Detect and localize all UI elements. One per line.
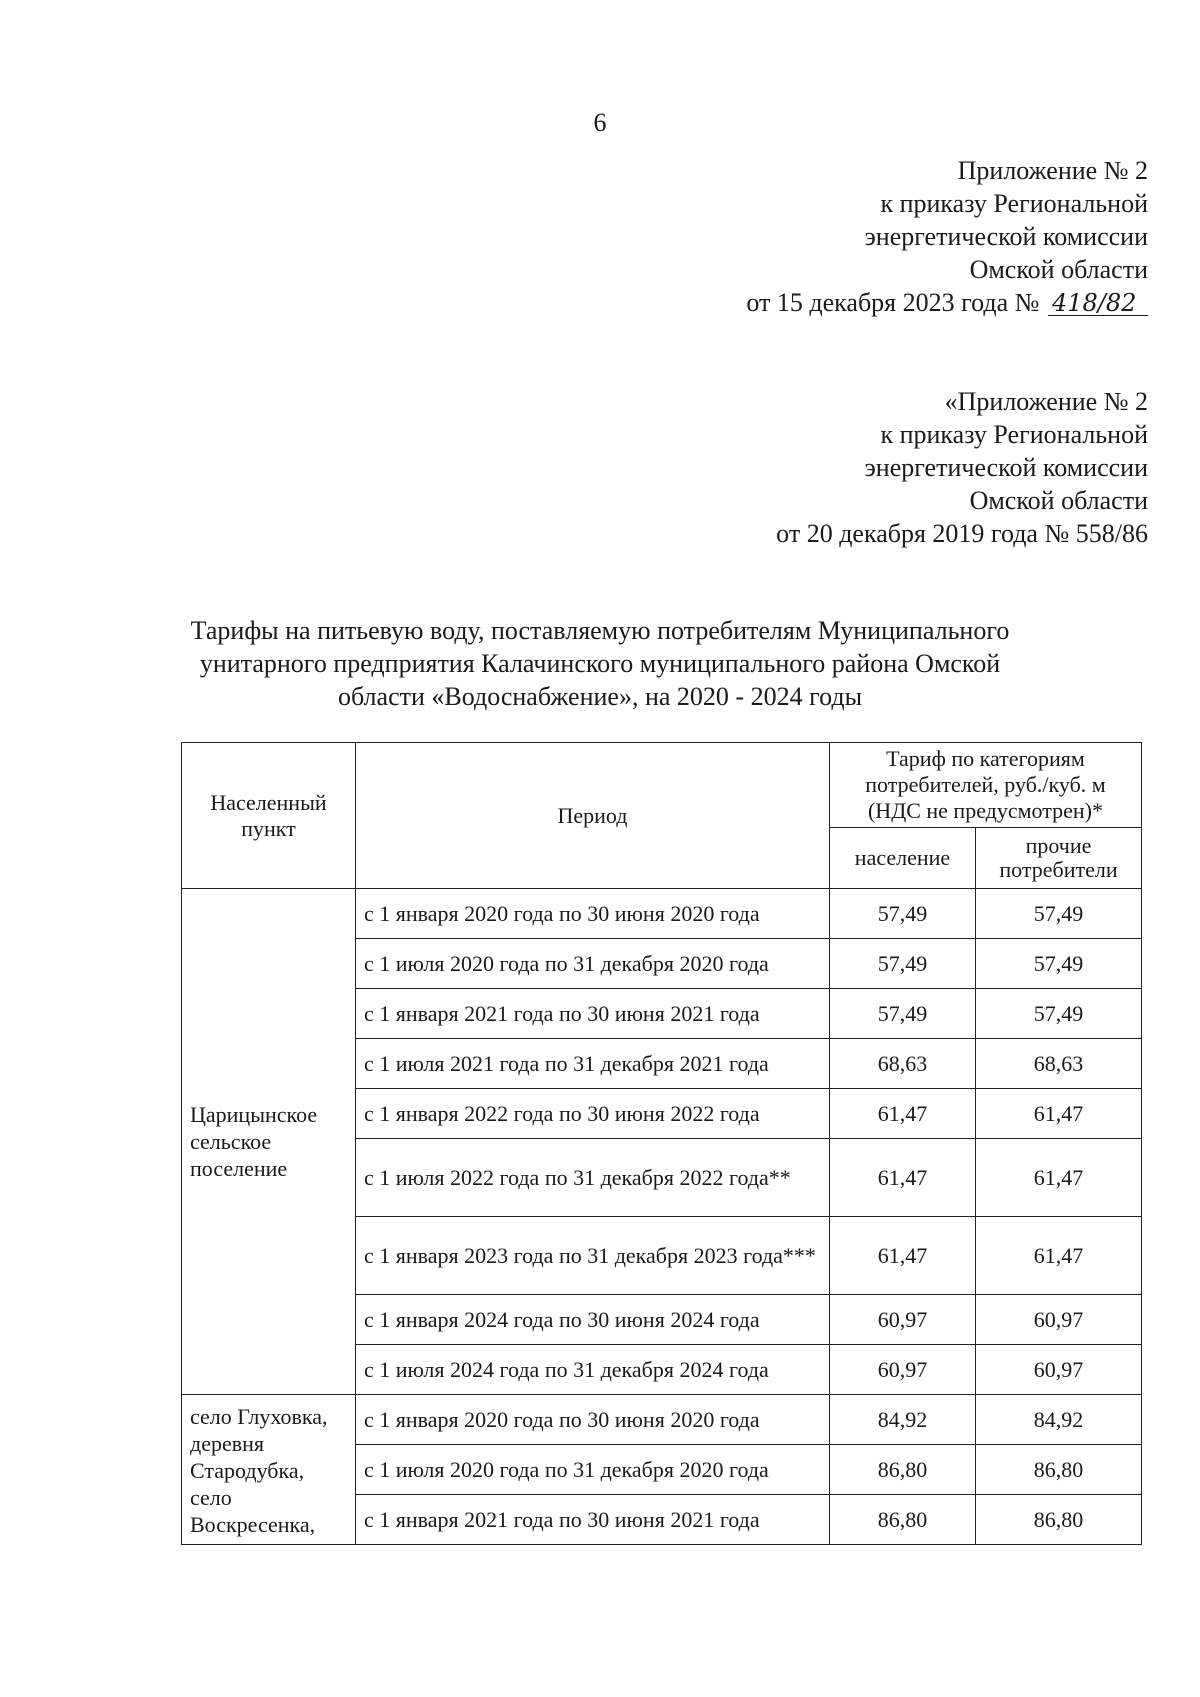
annex-previous-line2: к приказу Региональной (880, 420, 1148, 449)
header-period: Период (356, 743, 830, 889)
period-cell: с 1 января 2022 года по 30 июня 2022 года (356, 1089, 830, 1139)
other-tariff-cell: 68,63 (976, 1039, 1142, 1089)
population-tariff-cell: 86,80 (830, 1445, 976, 1495)
period-cell: с 1 января 2021 года по 30 июня 2021 года (356, 1495, 830, 1545)
population-tariff-cell: 61,47 (830, 1089, 976, 1139)
annex-current-block (746, 154, 1148, 320)
population-tariff-cell: 61,47 (830, 1217, 976, 1295)
handwritten-order-number: 418/82 (1046, 287, 1148, 320)
title-line1: Тарифы на питьевую воду, поставляемую потребителям Муниципального (190, 616, 1010, 645)
annex-current-line4: Омской области (969, 255, 1148, 284)
table-row (182, 889, 1142, 939)
other-tariff-cell: 84,92 (976, 1395, 1142, 1445)
population-tariff-cell: 86,80 (830, 1495, 976, 1545)
population-tariff-cell: 60,97 (830, 1295, 976, 1345)
population-tariff-cell: 57,49 (830, 989, 976, 1039)
other-tariff-cell: 61,47 (976, 1089, 1142, 1139)
period-cell: с 1 июля 2020 года по 31 декабря 2020 года (356, 1445, 830, 1495)
period-cell: с 1 января 2020 года по 30 июня 2020 года (356, 1395, 830, 1445)
settlement-cell: Царицынское сельское поселение (182, 889, 356, 1395)
settlement-cell: село Глуховка, деревня Стародубка, село Воскресенка, (182, 1395, 356, 1545)
title-line2: унитарного предприятия Калачинского муниципального района Омской (199, 649, 1001, 678)
period-cell: с 1 июля 2022 года по 31 декабря 2022 года** (356, 1139, 830, 1217)
header-other: прочие потребители (976, 828, 1142, 889)
other-tariff-cell: 57,49 (976, 989, 1142, 1039)
annex-previous-line3: энергетической комиссии (864, 453, 1148, 482)
annex-previous-line4: Омской области (969, 486, 1148, 515)
population-tariff-cell: 61,47 (830, 1139, 976, 1217)
annex-previous-block (776, 385, 1148, 550)
annex-current-line5 (746, 286, 1148, 320)
other-tariff-cell: 57,49 (976, 939, 1142, 989)
period-cell: с 1 января 2023 года по 31 декабря 2023 года*** (356, 1217, 830, 1295)
header-settlement: Населенный пункт (182, 743, 356, 889)
header-tariff: Тариф по категориям потребителей, руб./куб. м (НДС не предусмотрен)* (830, 743, 1142, 828)
other-tariff-cell: 61,47 (976, 1139, 1142, 1217)
other-tariff-cell: 60,97 (976, 1345, 1142, 1395)
annex-current-date: от 15 декабря 2023 года № (746, 288, 1040, 317)
period-cell: с 1 января 2020 года по 30 июня 2020 года (356, 889, 830, 939)
annex-current-line1: Приложение № 2 (957, 156, 1148, 185)
annex-previous-line1: «Приложение № 2 (944, 387, 1148, 416)
period-cell: с 1 июля 2024 года по 31 декабря 2024 года (356, 1345, 830, 1395)
other-tariff-cell: 60,97 (976, 1295, 1142, 1345)
annex-previous-line5: от 20 декабря 2019 года № 558/86 (776, 519, 1148, 548)
period-cell: с 1 января 2024 года по 30 июня 2024 года (356, 1295, 830, 1345)
period-cell: с 1 января 2021 года по 30 июня 2021 года (356, 989, 830, 1039)
population-tariff-cell: 57,49 (830, 939, 976, 989)
other-tariff-cell: 86,80 (976, 1495, 1142, 1545)
population-tariff-cell: 84,92 (830, 1395, 976, 1445)
page-number: 6 (593, 108, 607, 137)
population-tariff-cell: 68,63 (830, 1039, 976, 1089)
period-cell: с 1 июля 2021 года по 31 декабря 2021 года (356, 1039, 830, 1089)
document-title (160, 614, 1040, 713)
tariff-table (181, 742, 1142, 1545)
other-tariff-cell: 61,47 (976, 1217, 1142, 1295)
population-tariff-cell: 60,97 (830, 1345, 976, 1395)
other-tariff-cell: 86,80 (976, 1445, 1142, 1495)
period-cell: с 1 июля 2020 года по 31 декабря 2020 года (356, 939, 830, 989)
annex-current-line3: энергетической комиссии (864, 222, 1148, 251)
header-population: население (830, 828, 976, 889)
other-tariff-cell: 57,49 (976, 889, 1142, 939)
annex-current-line2: к приказу Региональной (880, 189, 1148, 218)
population-tariff-cell: 57,49 (830, 889, 976, 939)
table-row (182, 1395, 1142, 1445)
title-line3: области «Водоснабжение», на 2020 - 2024 годы (337, 682, 863, 711)
